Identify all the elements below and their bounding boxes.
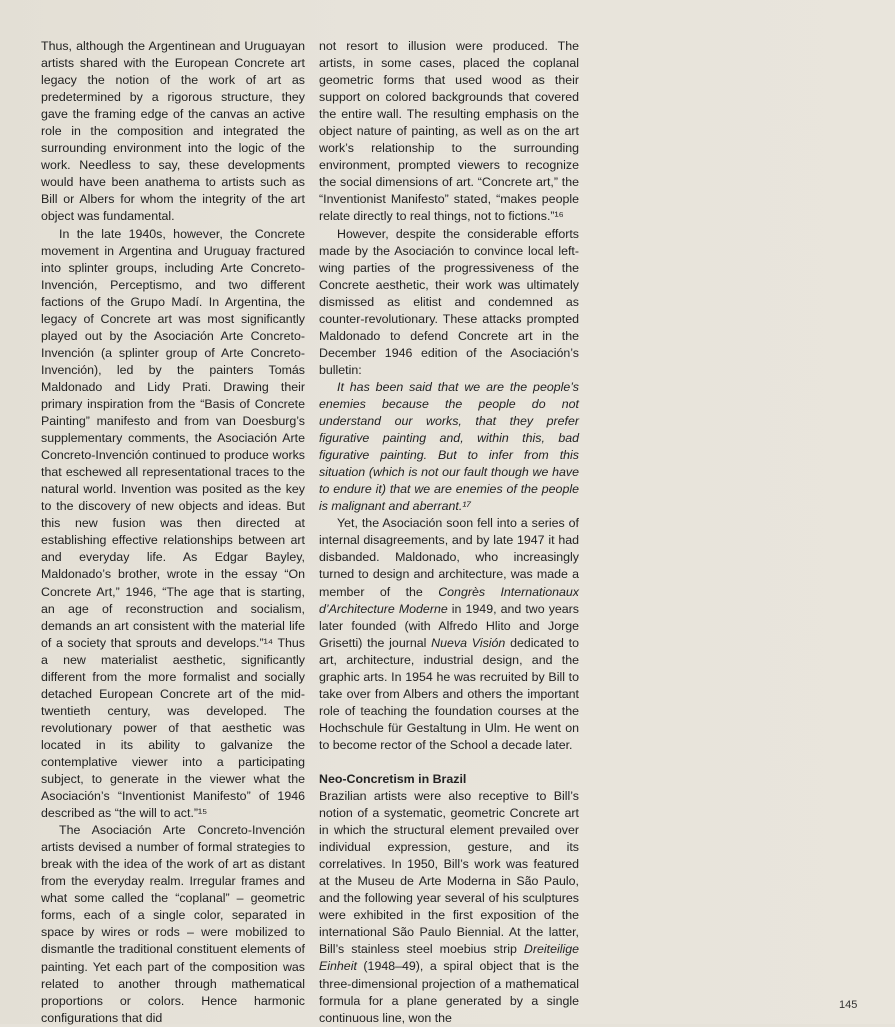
italic-title: Congrès Internationaux d’Architecture Moderne: [319, 584, 579, 616]
paragraph: Thus, although the Argentinean and Uruguayan artists shared with the European Concrete art legacy the notion of the work of art as predetermined by a rigorous structure, they gave the framing edge of the canvas an active role in the composition and integrated the surrounding environment into the logic of the work. Needless to say, these developments would have been anathema to artists such as Bill or Albers for whom the integrity of the art object was fundamental.: [41, 39, 305, 224]
right-text-column: [319, 38, 579, 1027]
left-text-column: [41, 38, 305, 1027]
italic-title: Dreiteilige Einheit: [319, 942, 579, 974]
paragraph: not resort to illusion were produced. The artists, in some cases, placed the coplanal geometric forms that used wood as their support on colored backgrounds that covered the entire wall. The resulting emphasis on the object nature of painting, as well as on the art work’s relationship to the surrounding environment, prompted viewers to recognize the social dimensions of art. “Concrete art,” the “Inventionist Manifesto” stated, “makes people relate directly to real things, not to fictions.”¹⁶: [319, 39, 579, 224]
text-run: (1948–49), a spiral object that is the three-dimensional projection of a mathematical formula for a plane generated by a single continuous line, won the: [319, 959, 579, 1025]
paragraph: The Asociación Arte Concreto-Invención artists devised a number of formal strategies to break with the idea of the work of art as distant from the everyday realm. Irregular frames and what some called the “coplanal” – geometric forms, each of a single color, separated in space by wires or rods – were mobilized to dismantle the traditional constituent elements of painting. Yet each part of the composition was related to another through mathematical proportions or colors. Hence harmonic configurations that did: [41, 823, 305, 1025]
text-run: dedicated to art, architecture, industrial design, and the graphic arts. In 1954 he was recruited by Bill to take over from Albers and others the important role of teaching the foundation courses at the Hochschule für Gestaltung in Ulm. He went on to become rector of the School a decade later.: [319, 635, 579, 752]
text-run: Brazilian artists were also receptive to Bill’s notion of a systematic, geometric Concrete art in which the structural element prevailed over individual expression, gesture, and its correlatives. In 1950, Bill’s work was featured at the Museu de Arte Moderna in São Paulo, and the following year several of his sculptures were exhibited in the first exposition of the international São Paulo Biennial. At the latter, Bill’s stainless steel moebius strip: [319, 789, 579, 957]
text-run: in 1949, and two years later founded (with Alfredo Hlito and Jorge Grisetti) the journal: [319, 601, 579, 650]
paragraph: In the late 1940s, however, the Concrete movement in Argentina and Uruguay fractured into splinter groups, including Arte Concreto-Invención, Perceptismo, and two different factions of the Grupo Madí. In Argentina, the legacy of Concrete art was most significantly played out by the Asociación Arte Concreto-Invención (a splinter group of Arte Concreto-Invención), led by the painters Tomás Maldonado and Lidy Prati. Drawing their primary inspiration from the “Basis of Concrete Painting” manifesto and from van Doesburg’s supplementary comments, the Asociación Arte Concreto-Invención continued to produce works that eschewed all representational traces to the natural world. Invention was posited as the key to the discovery of new objects and ideas. But this new fusion was then directed at establishing effective relationships between art and everyday life. As Edgar Bayley, Maldonado’s brother, wrote in the essay “On Concrete Art,” 1946, “The age that is starting, an age of reconstruction and socialism, demands an art consistent with the material life of a society that sprouts and develops.”¹⁴ Thus a new materialist aesthetic, significantly different from the more formalist and socially detached European Concrete art of the mid-twentieth century, was developed. The revolutionary power of that aesthetic was located in its ability to galvanize the contemplative viewer into a participating subject, to generate in the viewer what the Asociación’s “Inventionist Manifesto” of 1946 described as “the will to act.”¹⁵: [41, 226, 305, 821]
paragraph: [319, 515, 579, 754]
block-quote: It has been said that we are the people’s enemies because the people do not understand our works, that they prefer figurative painting and, within this, bad figurative painting. But to infer from this situation (which is not our fault though we have to endure it) that we are enemies of the people is malignant and aberrant.¹⁷: [319, 379, 579, 514]
italic-title: Nueva Visión: [431, 635, 506, 650]
paragraph: [319, 788, 579, 1027]
text-run: Yet, the Asociación soon fell into a series of internal disagreements, and by late 1947 it had disbanded. Maldonado, who increasingly turned to design and architecture, was made a member of the: [319, 516, 579, 599]
page-number: 145: [839, 999, 858, 1011]
section-heading: Neo-Concretism in Brazil: [319, 771, 467, 786]
paragraph: However, despite the considerable efforts made by the Asociación to convince local left-wing parties of the progressiveness of the Concrete aesthetic, their work was ultimately dismissed as elitist and condemned as counter-revolutionary. These attacks prompted Maldonado to defend Concrete art in the December 1946 edition of the Asociación’s bulletin:: [319, 226, 579, 377]
section-spacer: [319, 754, 579, 771]
